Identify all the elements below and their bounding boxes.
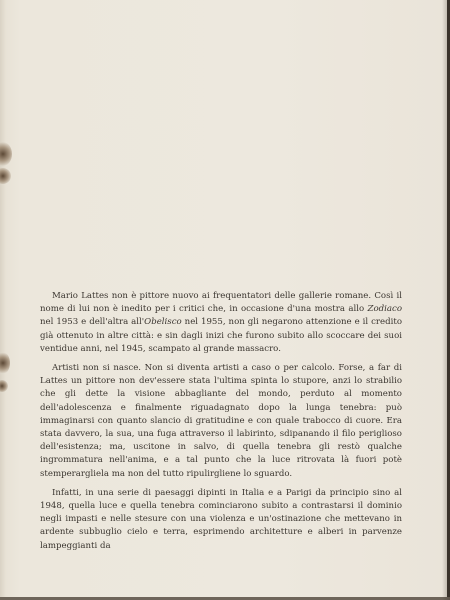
gallery-name-obelisco: Obelisco	[144, 317, 182, 328]
stain-mark	[0, 168, 11, 184]
gallery-name-zodiaco: Zodiaco	[367, 304, 402, 315]
paragraph-3-text: Infatti, in una serie di paesaggi dipinti in Italia e a Parigi da principio sino al 1948, quella luce e quella tenebra cominciarono subito a contrastarsi il dominio negli impasti e nelle stesure con una violenza e un'ostinazione che mettevano in ardente subbuglio cielo e terra, esprimendo architetture e alberi in parvenze lampeggianti da	[40, 487, 402, 551]
stain-mark	[0, 142, 12, 166]
paragraph-1	[40, 290, 402, 356]
stain-mark	[0, 352, 10, 374]
paragraph-1-text-b: nel 1953 e dell'altra all'	[40, 317, 145, 328]
paragraph-1-text-a: Mario Lattes non è pittore nuovo ai frequentatori delle gallerie romane. Così il nome di lui non è inedito per i critici che, in occasione d'una mostra allo	[40, 291, 402, 315]
paragraph-3	[40, 487, 402, 553]
paragraph-2-text: Artisti non si nasce. Non si diventa artisti a caso o per calcolo. Forse, a far di Lattes un pittore non dev'essere stata l'ultima spinta lo stupore, anzi lo strabilio che gli dette la visione abbagliante del mondo, perduto al momento dell'adolescenza e finalmente riguadagnato dopo la lunga tenebra: può immaginarsi con quanto slancio di gratitudine e con quale trabocco di cuore. Era stata davvero, la sua, una fuga attraverso il labirinto, sdipanando il filo periglioso dell'esistenza; ma, uscitone in salvo, di quella tenebra gli restò qualche ingrommatura nell'anima, e a tal punto che la luce ritrovata là fuori potè stemperargliela ma non del tutto ripulirgliene lo sguardo.	[40, 363, 402, 479]
paragraph-1-text-c: nel 1955, non gli negarono attenzione e il credito già ottenuto in altre città: e sin dagli inizi che furono subito allo scoccare dei suoi ventidue anni, nel 1945, scampato al grande massacro.	[40, 317, 402, 354]
paragraph-2	[40, 362, 402, 481]
stain-mark	[0, 380, 8, 392]
body-text	[40, 290, 402, 559]
